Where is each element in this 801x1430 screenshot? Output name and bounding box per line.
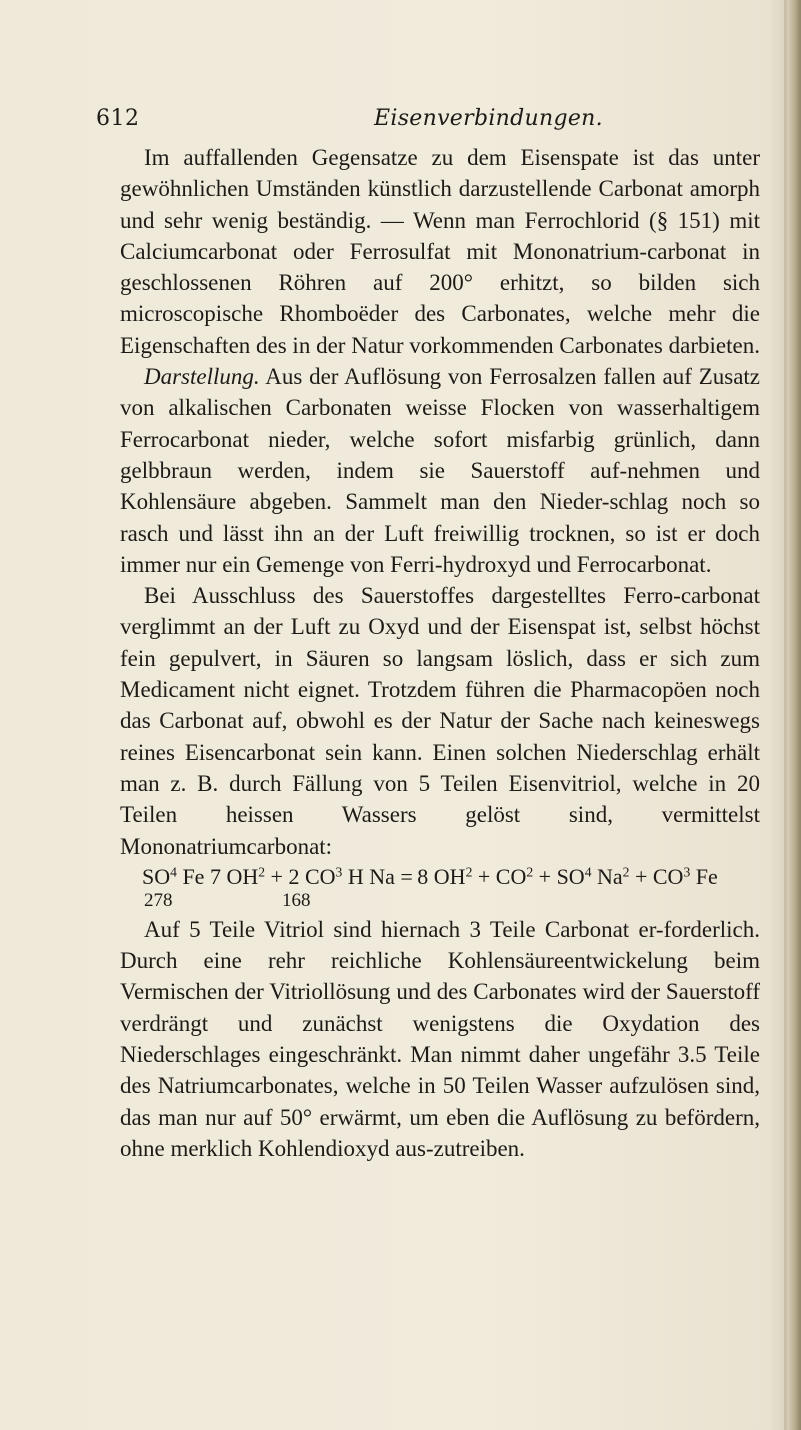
mass-bicarbonate: 168 bbox=[282, 889, 311, 911]
paragraph-2 bbox=[120, 361, 760, 580]
chemical-equation: $SO^4$ Fe 7 $OH^2 + 2$ $CO^3$ H Na = 8 $OH^2 + CO^2 + SO^4$ $Na^2 + CO^3$ Fe bbox=[142, 863, 718, 889]
paragraph-3: Bei Ausschluss des Sauerstoffes dargestelltes Ferro-carbonat verglimmt an der Luft zu Oxyd und der Eisenspat ist, selbst höchst fein gepulvert, in Säuren so langsam löslich, dass er sich zum Medicament nicht eignet. Trotzdem führen die Pharmacopöen noch das Carbonat auf, obwohl es der Natur der Sache nach keineswegs reines Eisencarbonat sein kann. Einen solchen Niederschlag erhält man z. B. durch Fällung von 5 Teilen Eisenvitriol, welche in 20 Teilen heissen Wassers gelöst sind, vermittelst Mononatriumcarbonat: bbox=[120, 583, 760, 859]
page-header bbox=[0, 106, 801, 136]
paragraph-2-lead: Darstellung. bbox=[144, 364, 260, 390]
page-edge bbox=[787, 0, 801, 1430]
paragraph-1: Im auffallenden Gegensatze zu dem Eisenspate ist das unter gewöhnlichen Umständen künstlich darzustellende Carbonat amorph und sehr wenig beständig. — Wenn man Ferrochlorid (§ 151) mit Calciumcarbonat oder Ferrosulfat mit Mononatrium-carbonat in geschlossenen Röhren auf 200° erhitzt, so bilden sich microscopische Rhomboëder des Carbonates, welche mehr die Eigenschaften des in der Natur vorkommenden Carbonates darbieten. bbox=[120, 145, 760, 358]
page-body bbox=[120, 142, 760, 1164]
running-title: Eisenverbindungen. bbox=[374, 106, 603, 131]
paragraph-2-text: Aus der Auflösung von Ferrosalzen fallen auf Zusatz von alkalischen Carbonaten weisse Flocken von wasserhaltigem Ferrocarbonat nieder, welche sofort misfarbig grünlich, dann gelbbraun werden, indem sie Sauerstoff auf-nehmen und Kohlensäure abgeben. Sammelt man den Nieder-schlag noch so rasch und lässt ihn an der Luft freiwillig trocknen, so ist er doch immer nur ein Gemenge von Ferri-hydroxyd und Ferrocarbonat. bbox=[120, 364, 761, 577]
mass-ferrosulfate: 278 bbox=[144, 889, 173, 911]
page-number: 612 bbox=[96, 106, 140, 131]
paragraph-4: Auf 5 Teile Vitriol sind hiernach 3 Teile Carbonat er-forderlich. Durch eine rehr reichliche Kohlensäureentwickelung beim Vermischen der Vitriollösung und des Carbonates wird der Sauerstoff verdrängt und zunächst wenigstens die Oxydation des Niederschlages eingeschränkt. Man nimmt daher ungefähr 3.5 Teile des Natriumcarbonates, welche in 50 Teilen Wasser aufzulösen sind, das man nur auf 50° erwärmt, um eben die Auflösung zu befördern, ohne merklich Kohlendioxyd aus-zutreiben. bbox=[120, 916, 760, 1161]
